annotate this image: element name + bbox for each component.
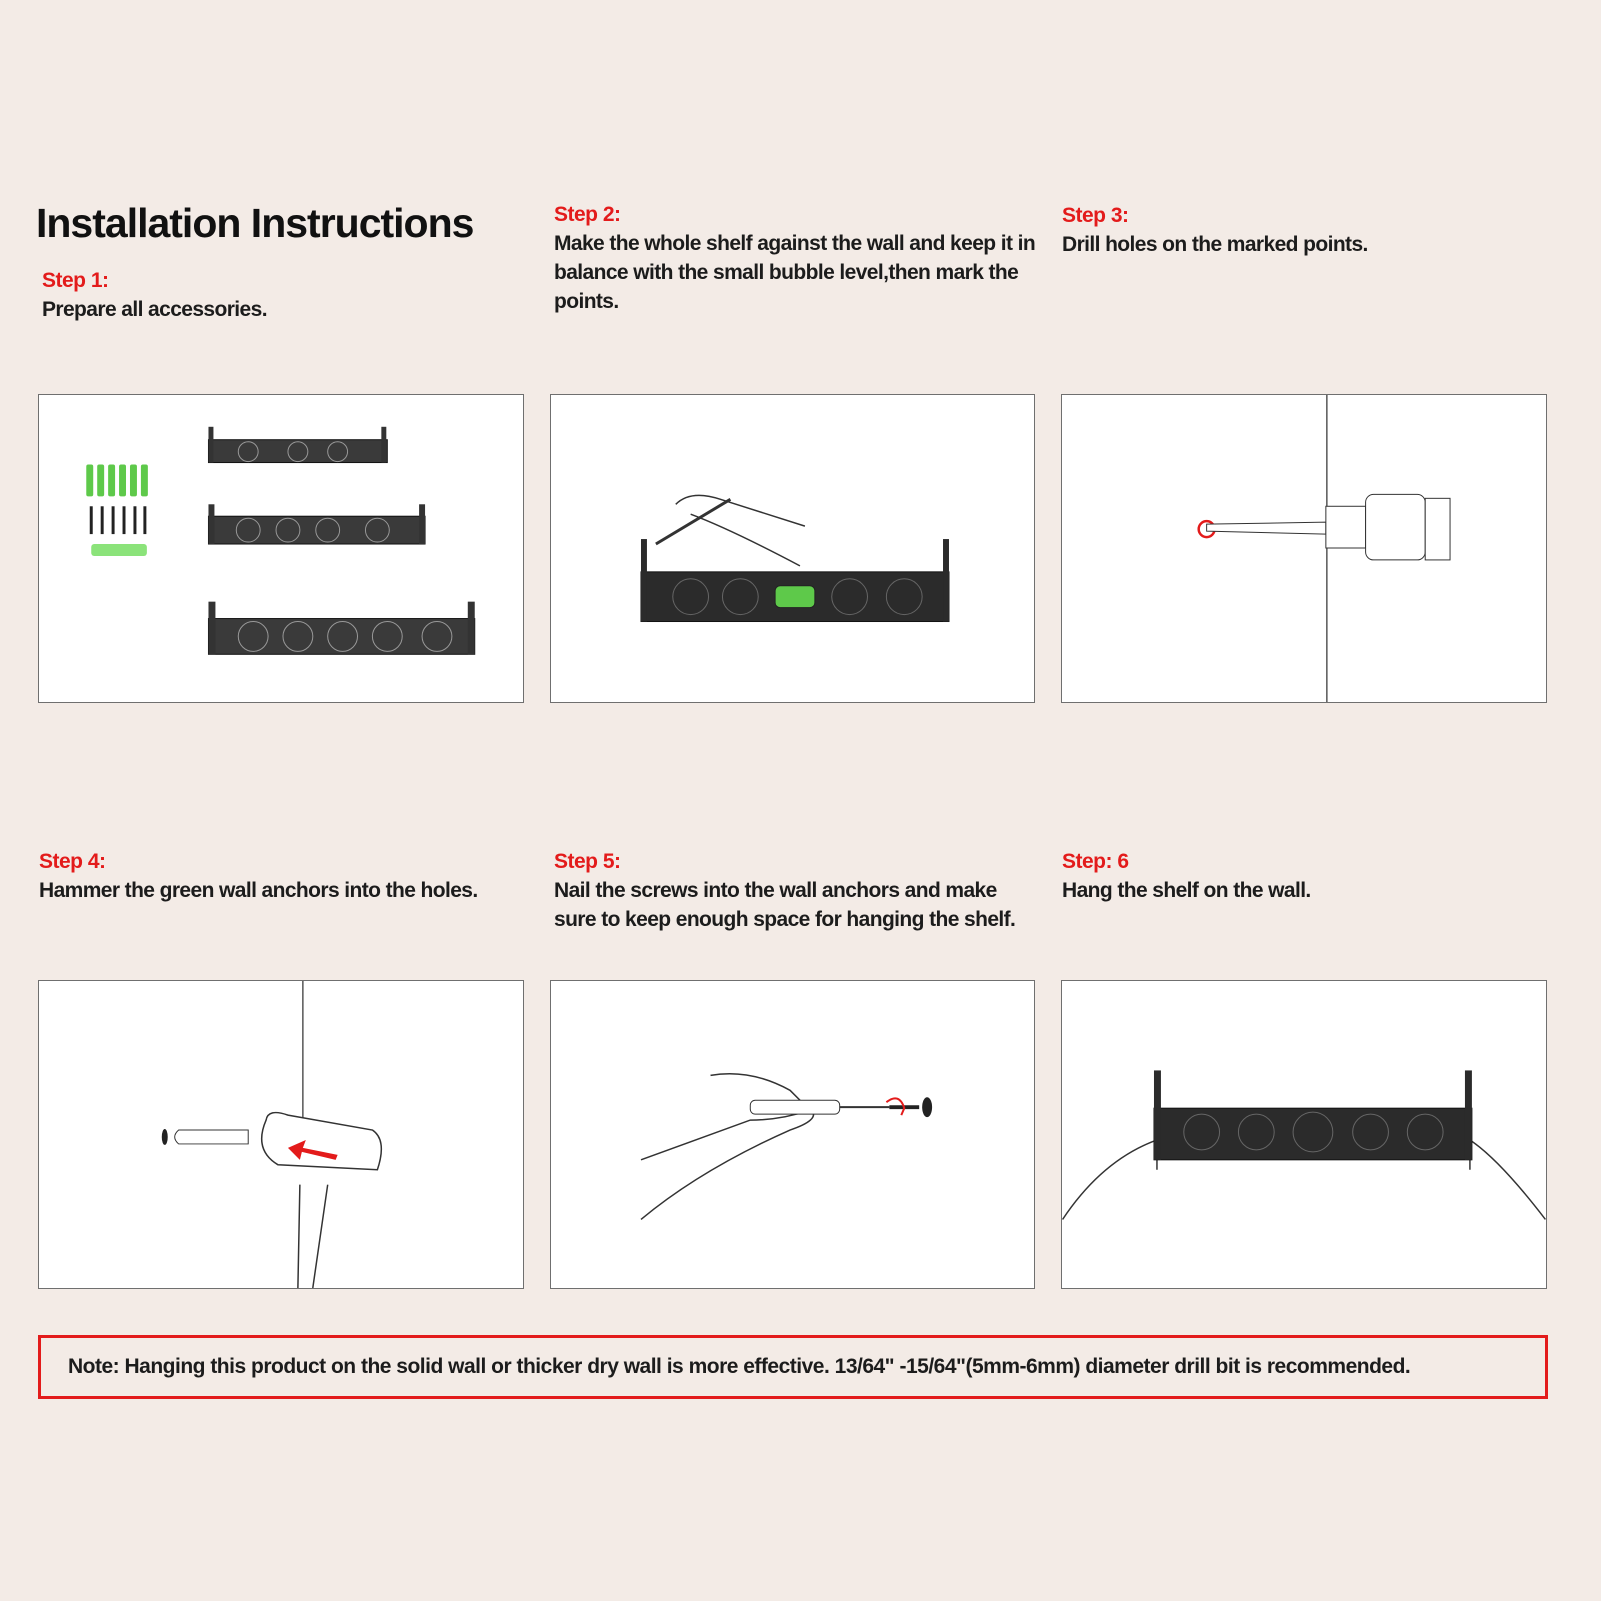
bubble-level-icon — [775, 586, 815, 608]
step-3-illustration — [1061, 394, 1547, 703]
step-4 — [39, 847, 529, 905]
step-4-text: Hammer the green wall anchors into the holes. — [39, 879, 478, 902]
medium-shelf-icon — [208, 504, 425, 544]
bubble-level-icon — [91, 544, 147, 556]
step-6-text: Hang the shelf on the wall. — [1062, 879, 1311, 902]
hang-shelf-illustration — [1062, 981, 1546, 1288]
hammer-handle-icon — [298, 1185, 328, 1288]
step-5-text: Nail the screws into the wall anchors and make sure to keep enough space for hanging the shelf. — [554, 879, 1016, 931]
screwdriver-illustration — [551, 981, 1034, 1288]
step-3-label: Step 3: — [1062, 204, 1129, 227]
screwdriver-icon — [750, 1100, 839, 1114]
accessories-illustration — [39, 395, 523, 702]
left-hand-icon — [1063, 1140, 1157, 1219]
step-6-illustration — [1061, 980, 1547, 1289]
step-6-label: Step: 6 — [1062, 850, 1129, 873]
large-shelf-icon — [208, 602, 474, 655]
step-5-label: Step 5: — [554, 850, 621, 873]
step-3 — [1062, 201, 1542, 259]
step-2-illustration — [550, 394, 1035, 703]
note-text: Note: Hanging this product on the solid wall or thicker dry wall is more effective. 13/64" -15/64"(5mm-6mm) diameter drill bit is recommended. — [68, 1355, 1411, 1378]
step-4-label: Step 4: — [39, 850, 106, 873]
right-hand-icon — [1470, 1140, 1546, 1219]
step-6 — [1062, 847, 1542, 905]
wall-anchors-icon — [86, 465, 148, 497]
step-5 — [554, 847, 1039, 934]
hammer-head-icon — [262, 1113, 382, 1170]
page-title: Installation Instructions — [36, 200, 474, 246]
step-1-text: Prepare all accessories. — [42, 298, 267, 321]
wall-anchor-icon — [175, 1130, 249, 1144]
drill-chuck-icon — [1366, 494, 1426, 560]
step-2-label: Step 2: — [554, 203, 621, 226]
screws-icon — [91, 506, 145, 534]
hole-icon — [162, 1129, 168, 1145]
step-1-label: Step 1: — [42, 269, 109, 292]
hammer-illustration — [39, 981, 523, 1288]
note-box — [38, 1335, 1548, 1399]
step-2-text: Make the whole shelf against the wall and keep it in balance with the small bubble level,then mark the points. — [554, 232, 1036, 313]
small-shelf-icon — [208, 427, 387, 463]
step-5-illustration — [550, 980, 1035, 1289]
hand-icon — [641, 1074, 810, 1160]
step-4-illustration — [38, 980, 524, 1289]
level-mark-illustration — [551, 395, 1034, 702]
step-3-text: Drill holes on the marked points. — [1062, 233, 1368, 256]
step-2 — [554, 200, 1039, 316]
drill-illustration — [1062, 395, 1546, 702]
step-1 — [42, 266, 512, 324]
wall-anchor-icon — [922, 1097, 932, 1117]
drill-bit-icon — [1207, 522, 1326, 534]
step-1-illustration — [38, 394, 524, 703]
pencil-icon — [656, 499, 731, 544]
